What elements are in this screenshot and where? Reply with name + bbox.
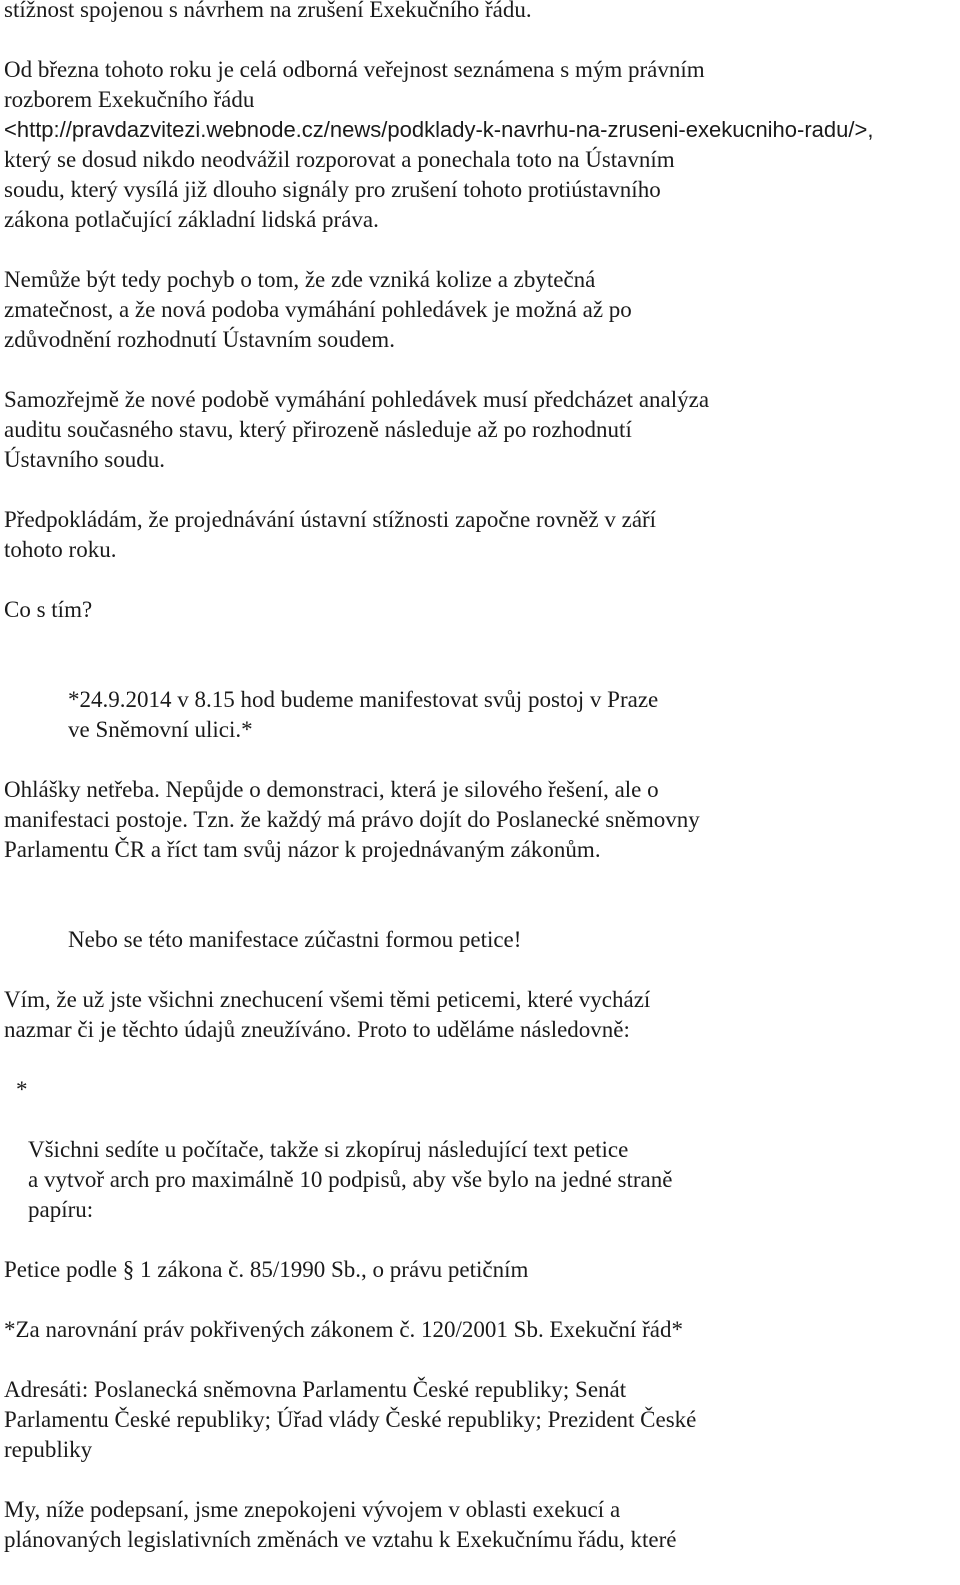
- paragraph-intro-fragment: [4, 0, 954, 25]
- text-line: zákona potlačující základní lidská práva.: [4, 207, 379, 232]
- text-line: Adresáti: Poslanecká sněmovna Parlamentu České republiky; Senát: [4, 1377, 627, 1402]
- text-line: Parlamentu ČR a říct tam svůj názor k projednávaným zákonům.: [4, 837, 601, 862]
- paragraph-collision: [4, 265, 954, 355]
- text-line: Všichni sedíte u počítače, takže si zkopíruj následující text petice: [28, 1137, 629, 1162]
- text-line: soudu, který vysílá již dlouho signály pro zrušení tohoto protiústavního: [4, 177, 661, 202]
- text-line: manifestaci postoje. Tzn. že každý má právo dojít do Poslanecké sněmovny: [4, 807, 700, 832]
- text-line: Nemůže být tedy pochyb o tom, že zde vzniká kolize a zbytečná: [4, 267, 596, 292]
- paragraph-petition-call: [4, 925, 954, 955]
- paragraph-question: [4, 595, 954, 625]
- paragraph-legal-analysis: [4, 55, 954, 235]
- paragraph-petition-title: [4, 1315, 954, 1345]
- text-line: Samozřejmě že nové podobě vymáhání pohledávek musí předcházet analýza: [4, 387, 710, 412]
- text-line: *: [16, 1077, 28, 1102]
- text-line: nazmar či je těchto údajů zneužíváno. Proto to uděláme následovně:: [4, 1017, 630, 1042]
- text-line: Co s tím?: [4, 597, 93, 622]
- text-line: který se dosud nikdo neodvážil rozporovat a ponechala toto na Ústavním: [4, 147, 675, 172]
- paragraph-petition-intro: [4, 985, 954, 1045]
- text-line: ve Sněmovní ulici.*: [68, 717, 253, 742]
- paragraph-petition-body: [4, 1495, 954, 1555]
- text-line: plánovaných legislativních změnách ve vztahu k Exekučnímu řádu, které: [4, 1527, 677, 1552]
- paragraph-instructions: [4, 1135, 954, 1225]
- text-line: zdůvodnění rozhodnutí Ústavním soudem.: [4, 327, 395, 352]
- text-line: My, níže podepsaní, jsme znepokojeni vývojem v oblasti exekucí a: [4, 1497, 621, 1522]
- text-line: tohoto roku.: [4, 537, 117, 562]
- text-line: Předpokládám, že projednávání ústavní stížnosti započne rovněž v září: [4, 507, 657, 532]
- text-line: papíru:: [28, 1197, 94, 1222]
- text-line: a vytvoř arch pro maximálně 10 podpisů, aby vše bylo na jedné straně: [28, 1167, 673, 1192]
- text-line: Ústavního soudu.: [4, 447, 165, 472]
- text-line: stížnost spojenou s návrhem na zrušení Exekučního řádu.: [4, 0, 532, 22]
- paragraph-no-notice: [4, 775, 954, 865]
- paragraph-audit: [4, 385, 954, 475]
- text-line: Od března tohoto roku je celá odborná veřejnost seznámena s mým právním: [4, 57, 705, 82]
- text-line: *24.9.2014 v 8.15 hod budeme manifestovat svůj postoj v Praze: [68, 687, 659, 712]
- document-page: [4, 0, 954, 1585]
- text-line: Parlamentu České republiky; Úřad vlády České republiky; Prezident České: [4, 1407, 697, 1432]
- text-line: zmatečnost, a že nová podoba vymáhání pohledávek je možná až po: [4, 297, 632, 322]
- paragraph-schedule: [4, 505, 954, 565]
- text-line: Nebo se této manifestace zúčastni formou petice!: [68, 927, 522, 952]
- text-line: *Za narovnání práv pokřivených zákonem č. 120/2001 Sb. Exekuční řád*: [4, 1317, 683, 1342]
- text-line: republiky: [4, 1437, 93, 1462]
- paragraph-addressees: [4, 1375, 954, 1465]
- analysis-link[interactable]: <http://pravdazvitezi.webnode.cz/news/podklady-k-navrhu-na-zruseni-exekucniho-radu/>,: [4, 117, 874, 142]
- paragraph-manifest-date: [4, 685, 954, 745]
- text-line: auditu současného stavu, který přirozeně následuje až po rozhodnutí: [4, 417, 632, 442]
- text-line: Petice podle § 1 zákona č. 85/1990 Sb., o právu petičním: [4, 1257, 529, 1282]
- text-line: rozborem Exekučního řádu: [4, 87, 255, 112]
- text-line: Vím, že už jste všichni znechucení všemi těmi peticemi, které vychází: [4, 987, 651, 1012]
- text-line: Ohlášky netřeba. Nepůjde o demonstraci, která je silového řešení, ale o: [4, 777, 659, 802]
- paragraph-petition-law: [4, 1255, 954, 1285]
- asterisk-marker: [4, 1075, 954, 1105]
